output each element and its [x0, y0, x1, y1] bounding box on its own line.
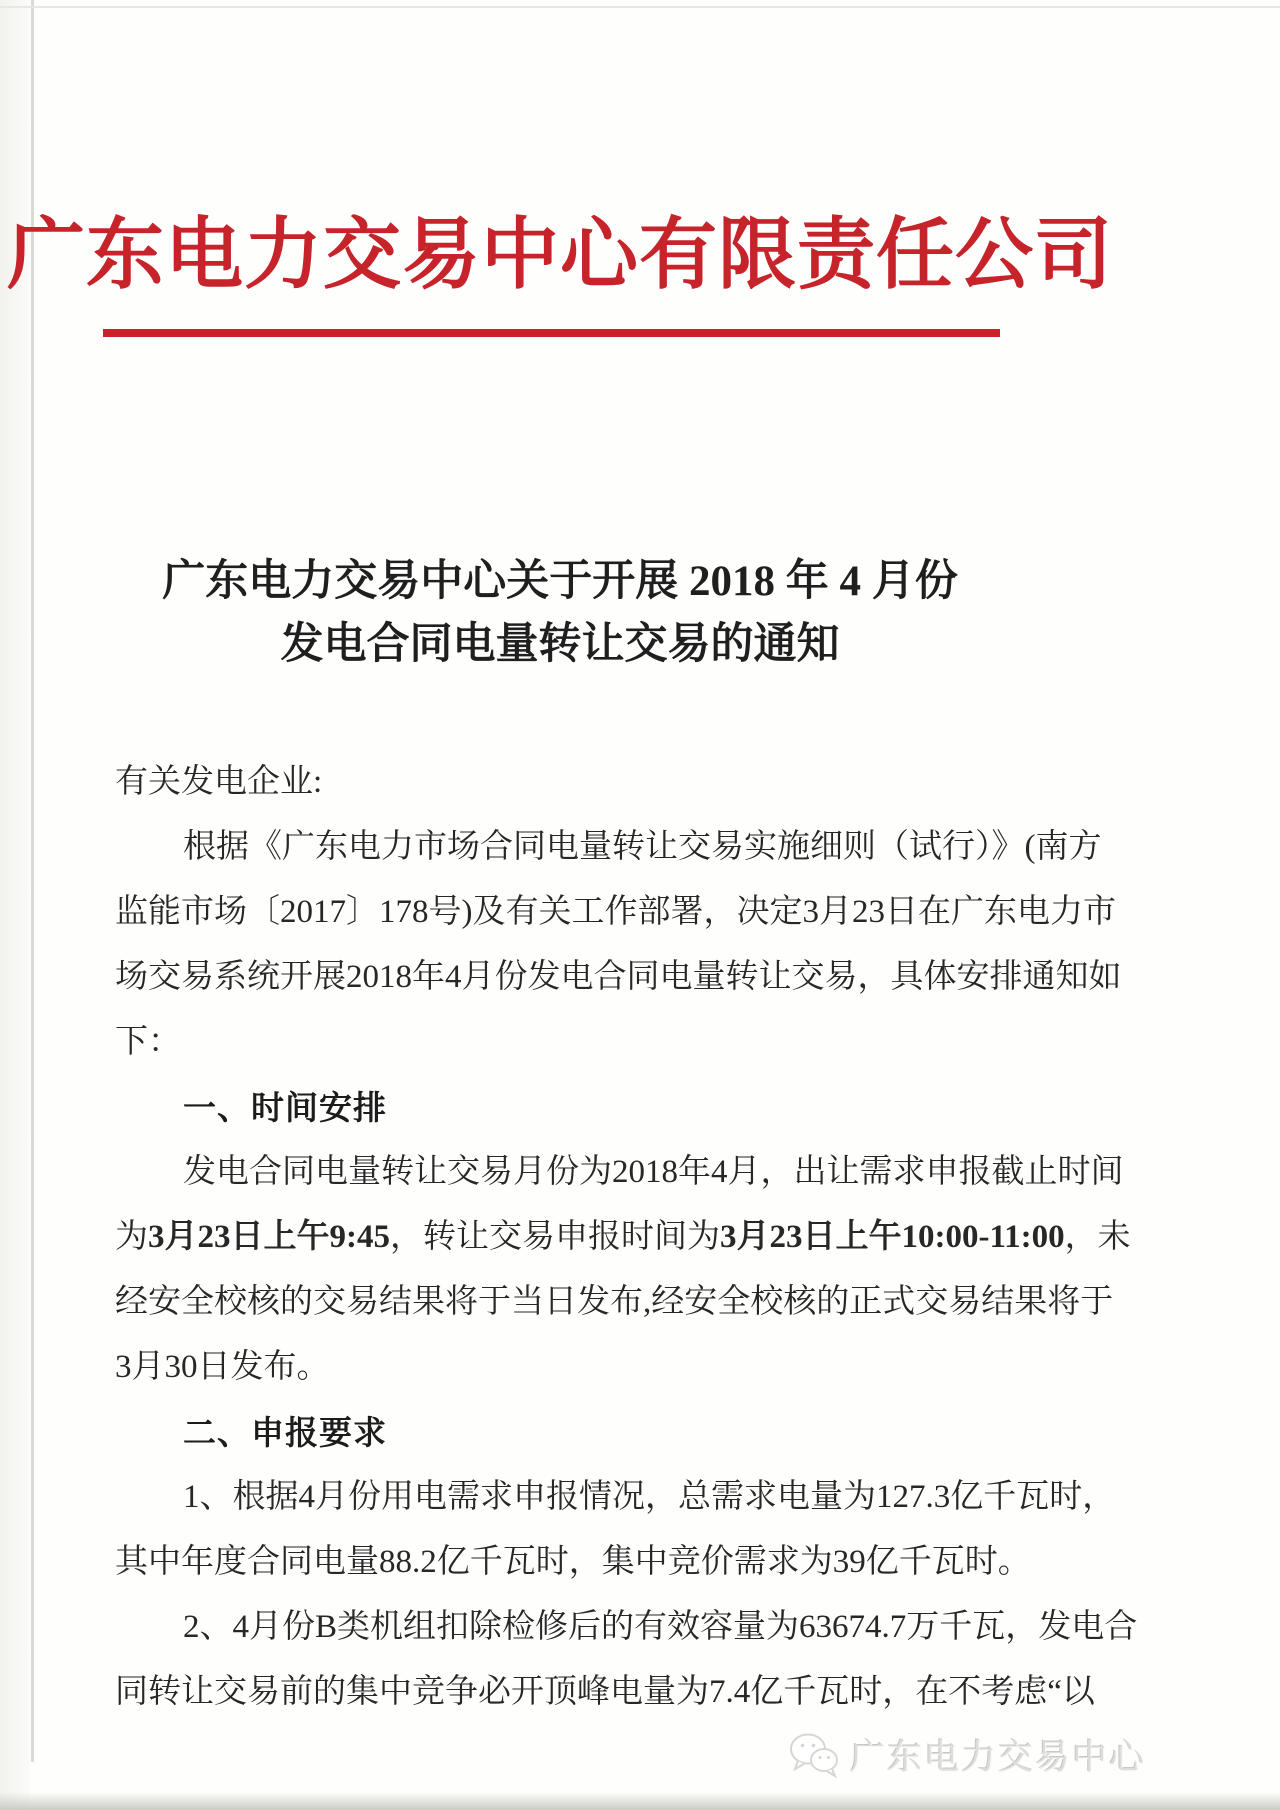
body-line	[115, 1270, 1114, 1335]
scan-edge-bottom	[0, 1792, 1280, 1810]
watermark-brand: 广东电力交易中心	[850, 1738, 1147, 1777]
text-run: 根据《广东电力市场合同电量转让交易实施细则（试行）》(南方	[183, 829, 1102, 865]
body-line	[115, 880, 1116, 945]
text-run: 发电合同电量转让交易月份为2018年4月，出让需求申报截止时间	[183, 1154, 1124, 1190]
text-run: 经安全校核的交易结果将于当日发布,经安全校核的正式交易结果将于	[115, 1284, 1114, 1320]
body-line	[115, 1140, 1124, 1205]
text-run: 为	[115, 1219, 148, 1255]
text-run: ，未	[1064, 1219, 1131, 1255]
body-line	[115, 1660, 1095, 1725]
body-line	[115, 1335, 1055, 1400]
document-title-line-2: 发电合同电量转让交易的通知	[280, 621, 840, 668]
text-run: 场交易系统开展2018年4月份发电合同电量转让交易，具体安排通知如	[115, 959, 1122, 995]
document-title	[0, 550, 1120, 676]
letterhead-company: 广东电力交易中心有限责任公司	[6, 211, 1113, 298]
salutation: 有关发电企业:	[115, 764, 323, 800]
body-line	[115, 815, 1102, 880]
text-run: 同转让交易前的集中竞争必开顶峰电量为7.4亿千瓦时，在不考虑“以	[115, 1674, 1095, 1710]
text-run: ，转让交易申报时间为	[390, 1219, 720, 1255]
text-run: 2、4月份B类机组扣除检修后的有效容量为63674.7万千瓦，发电合	[183, 1609, 1138, 1645]
body-line	[115, 945, 1122, 1010]
body-line	[115, 1205, 1131, 1270]
body-line	[115, 1465, 1116, 1530]
document-body	[115, 750, 1138, 1725]
section-heading: 一、时间安排	[183, 1089, 387, 1126]
footer-watermark	[788, 1730, 1146, 1780]
wechat-icon	[788, 1731, 840, 1779]
body-content	[115, 815, 1138, 1725]
body-line	[115, 1530, 1055, 1595]
section-heading: 二、申报要求	[183, 1414, 387, 1451]
scan-edge-top-line	[0, 6, 1280, 8]
document-title-line-1: 广东电力交易中心关于开展 2018 年 4 月份	[162, 558, 958, 605]
text-run: 下：	[115, 1024, 181, 1060]
text-run: 1、根据4月份用电需求申报情况，总需求电量为127.3亿千瓦时，	[183, 1479, 1116, 1515]
letterhead-red-rule	[103, 329, 1000, 337]
text-run: 监能市场〔2017〕178号)及有关工作部署，决定3月23日在广东电力市	[115, 894, 1116, 930]
body-line	[115, 1010, 1055, 1075]
body-line	[115, 1595, 1138, 1660]
text-run: 其中年度合同电量88.2亿千瓦时，集中竞价需求为39亿千瓦时。	[115, 1544, 1031, 1580]
text-run: 3月30日发布。	[115, 1349, 330, 1385]
bold-text-run: 3月23日上午9:45	[148, 1219, 390, 1255]
bold-text-run: 3月23日上午10:00-11:00	[720, 1219, 1065, 1255]
